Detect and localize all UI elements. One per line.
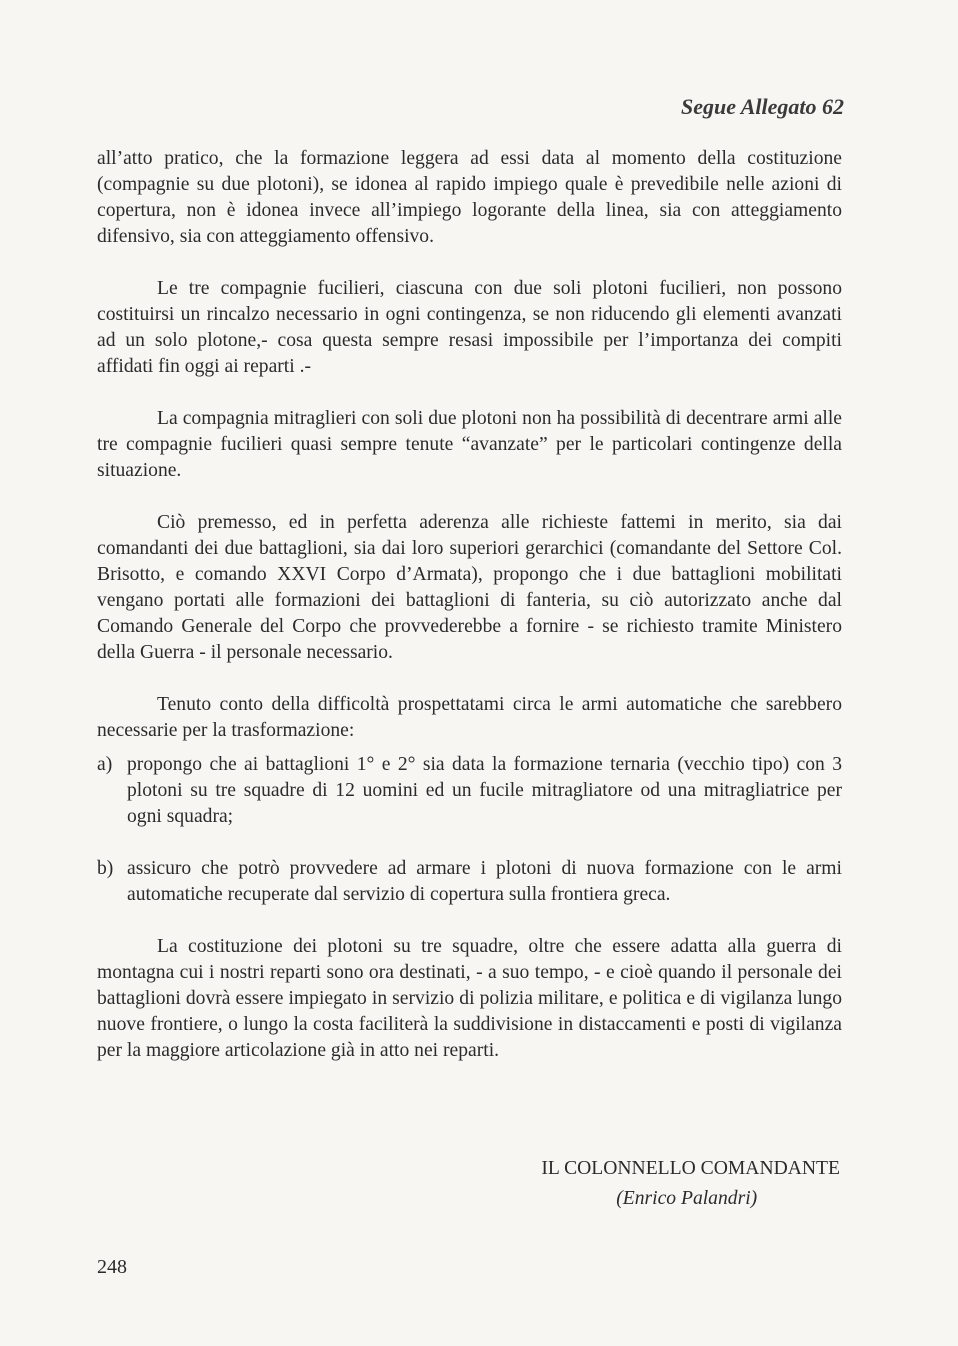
list-text: propongo che ai battaglioni 1° e 2° sia data la formazione ternaria (vecchio tipo) con 3 plotoni su tre squadre di 12 uomini ed un fucile mitragliatore od una mitragliatrice per ogni squadra; (127, 754, 842, 827)
paragraph-2: Le tre compagnie fucilieri, ciascuna con due soli plotoni fucilieri, non possono costituirsi un rincalzo necessario in ogni contingenza, se non riducendo gli elementi avanzati ad un solo plotone,- cosa questa sempre resasi impossibile per l’importanza dei compiti affidati fin oggi ai reparti .- (97, 278, 842, 377)
paragraph-5: Tenuto conto della difficoltà prospettatami circa le armi automatiche che sarebbero necessarie per la trasformazione: (97, 694, 842, 741)
paragraph-1: all’atto pratico, che la formazione leggera ad essi data al momento della costituzione (compagnie su due plotoni), se idonea al rapido impiego quale è prevedibile nelle azioni di copertura, non è idonea invece all’impiego logorante della linea, sia con atteggiamento difensivo, sia con atteggiamento offensivo. (97, 148, 842, 247)
paragraph-4: Ciò premesso, ed in perfetta aderenza alle richieste fattemi in merito, sia dai comandanti dei due battaglioni, sia dai loro superiori gerarchici (comandante del Settore Col. Brisotto, e comando XXVI Corpo d’Armata), propongo che i due battaglioni mobilitati vengano portati alle formazioni dei battaglioni di fanteria, su ciò autorizzato anche dal Comando Generale del Corpo che provvederebbe a fornire - se richiesto tramite Ministero della Guerra - il personale necessario. (97, 512, 842, 663)
paragraph-3: La compagnia mitraglieri con soli due plotoni non ha possibilità di decentrare armi alle tre compagnie fucilieri quasi sempre tenute “avanzate” per le particolari contingenze della situazione. (97, 408, 842, 481)
list-marker: b) (97, 858, 114, 879)
signature-title: IL COLONNELLO COMANDANTE (541, 1158, 840, 1179)
page-number: 248 (97, 1256, 127, 1278)
body-text (97, 146, 842, 1090)
running-header: Segue Allegato 62 (681, 94, 844, 119)
list-item-b (97, 856, 842, 908)
list-marker: a) (97, 754, 113, 775)
list-item-a (97, 752, 842, 830)
list-text: assicuro che potrò provvedere ad armare i plotoni di nuova formazione con le armi automatiche recuperate dal servizio di copertura sulla frontiera greca. (127, 858, 842, 905)
closing-paragraph: La costituzione dei plotoni su tre squadre, oltre che essere adatta alla guerra di montagna cui i nostri reparti sono ora destinati, - a suo tempo, - e cioè quando il personale dei battaglioni dovrà essere impiegato in servizio di polizia militare, e politica e di vigilanza lungo nuove frontiere, o lungo la costa faciliterà la suddivisione in distaccamenti e posti di vigilanza per la maggiore articolazione già in atto nei reparti. (97, 936, 842, 1061)
signature-name: (Enrico Palandri) (616, 1188, 758, 1209)
signature-block (541, 1154, 840, 1214)
